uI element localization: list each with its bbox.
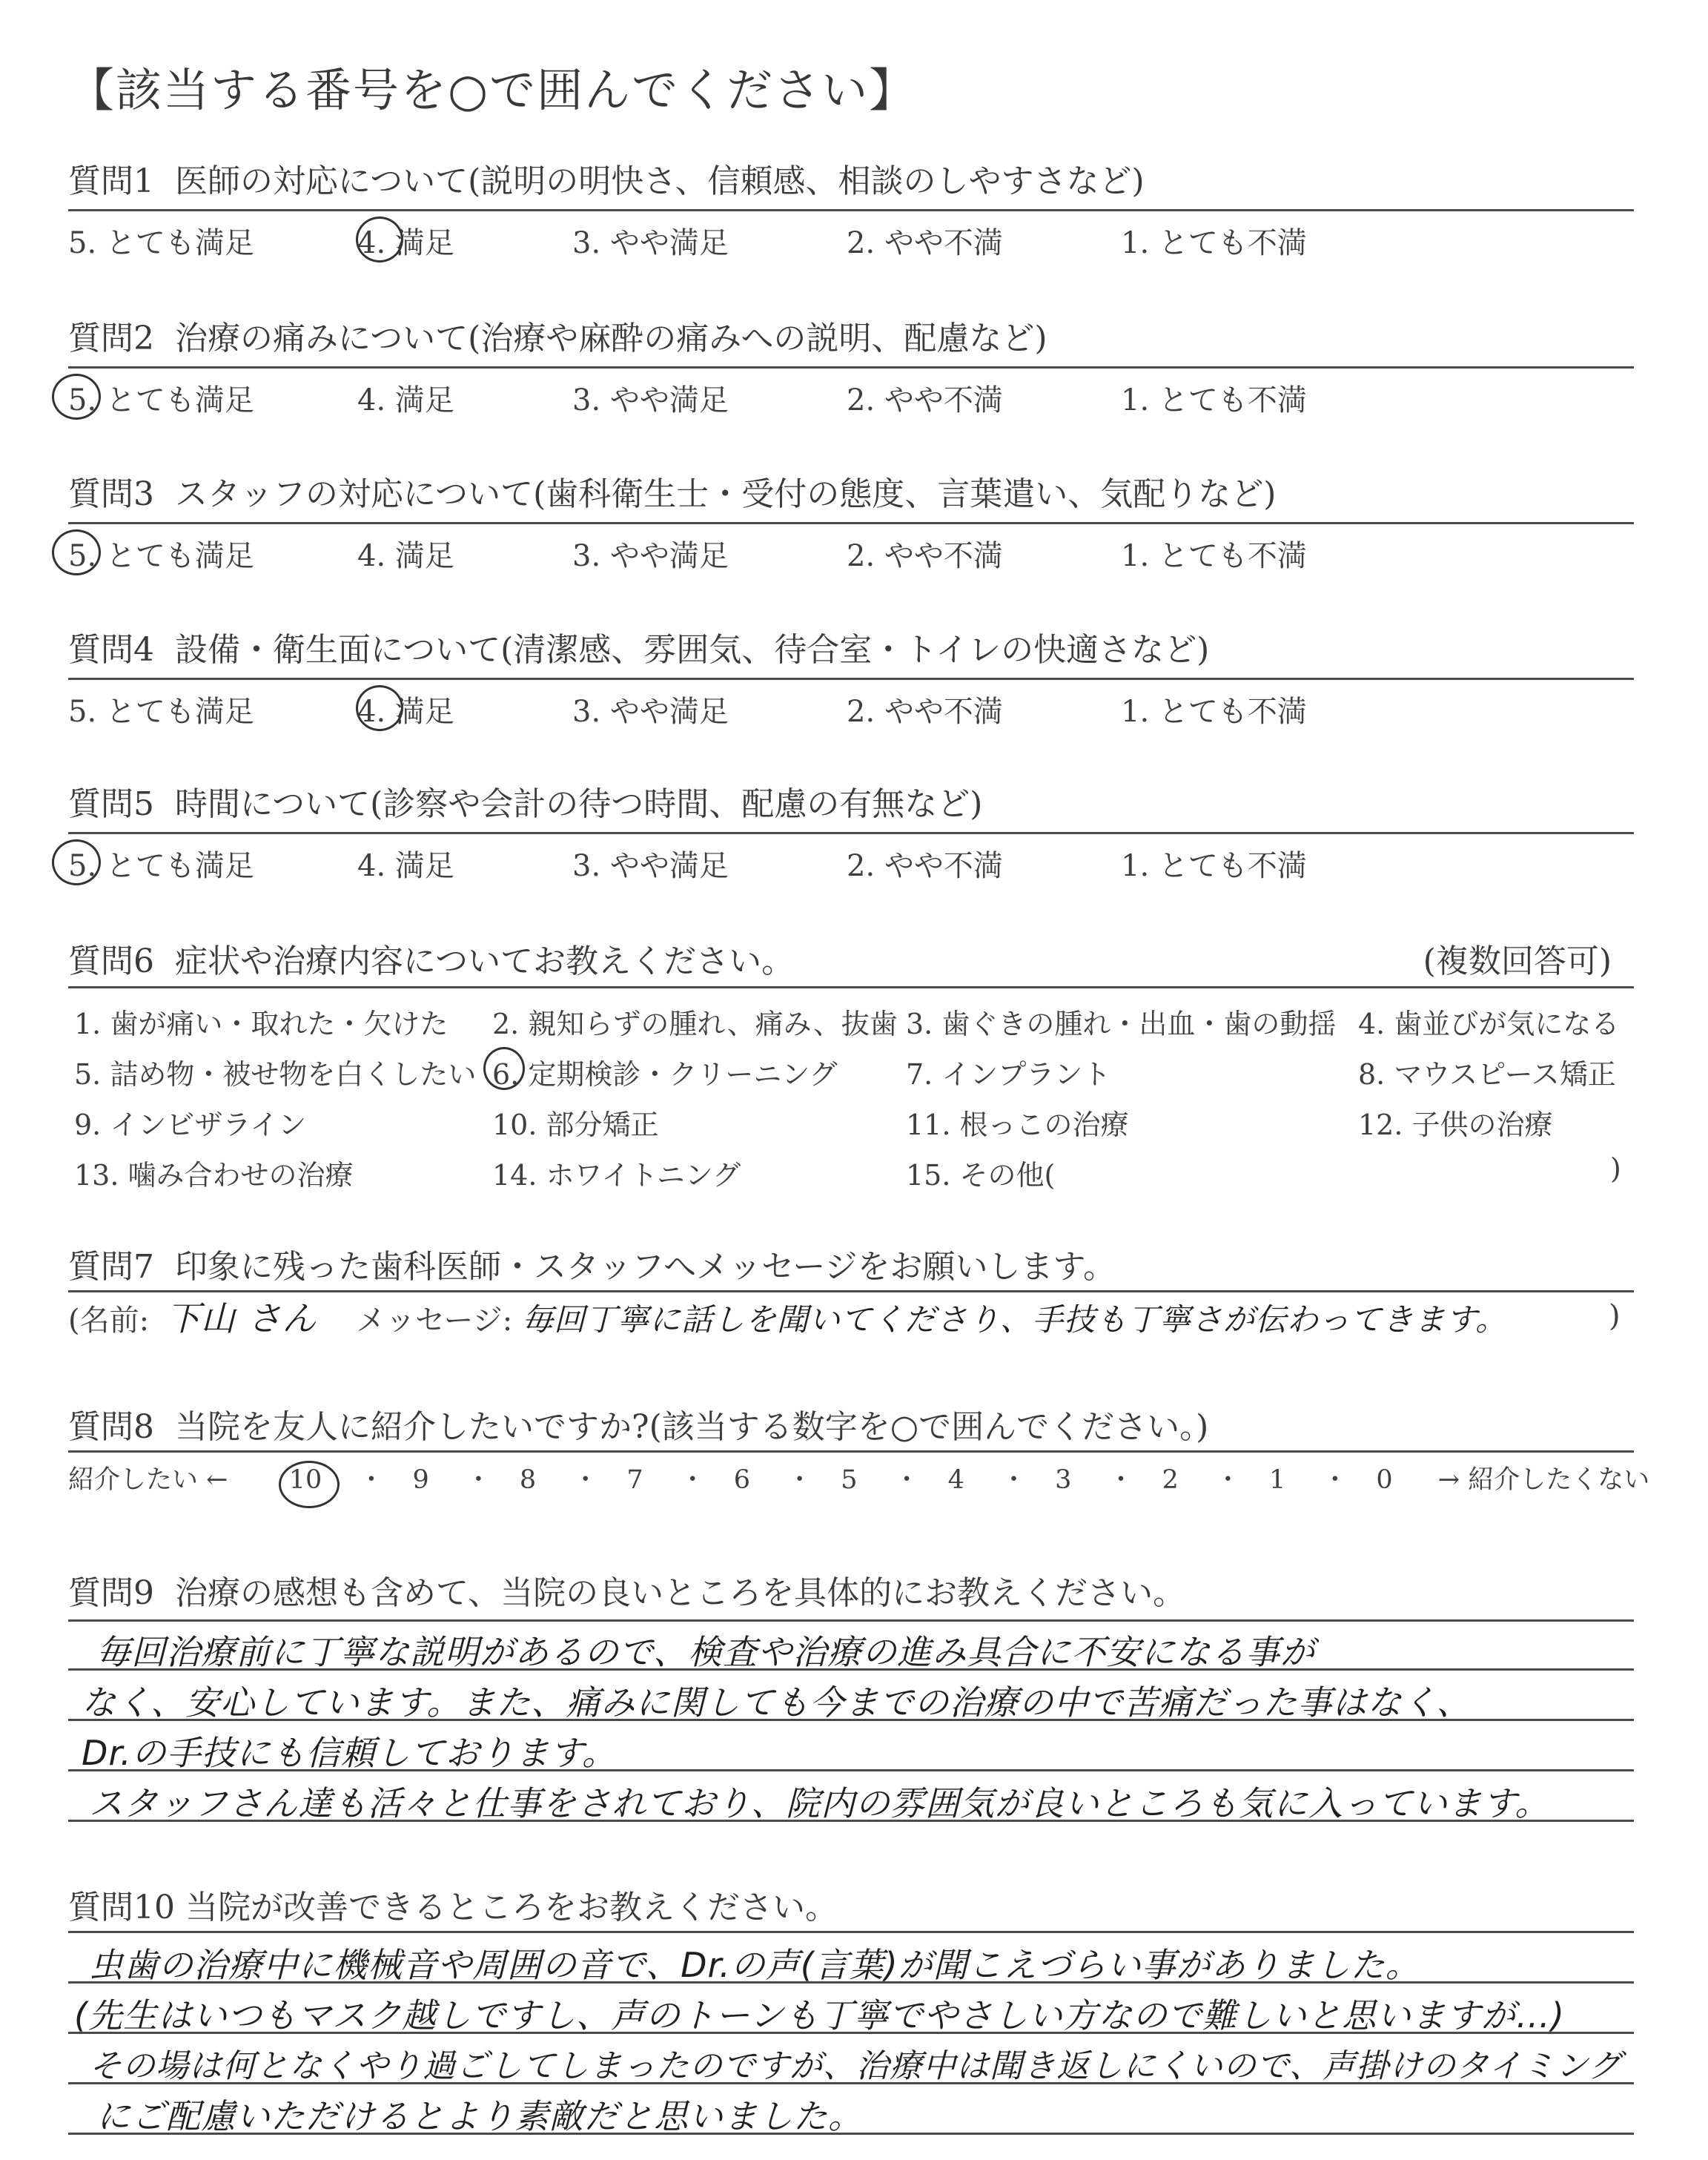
option-2[interactable]: 2. やや不満 xyxy=(847,226,1003,260)
name-label: (名前: xyxy=(68,1304,150,1338)
question-8-heading xyxy=(68,1400,1208,1447)
question-1-options xyxy=(68,219,1634,264)
scale-2[interactable]: 2 xyxy=(1162,1465,1179,1495)
question-7-heading xyxy=(68,1240,1116,1287)
q6-option-10[interactable]: 10. 部分矯正 xyxy=(492,1109,659,1141)
divider xyxy=(68,678,1634,680)
scale-6[interactable]: 6 xyxy=(733,1465,751,1495)
q6-option-3[interactable]: 3. 歯ぐきの腫れ・出血・歯の動揺 xyxy=(906,1008,1337,1040)
name-value[interactable]: 下山 さん xyxy=(165,1298,317,1338)
q7-message-line xyxy=(68,1292,1507,1341)
question-5-options xyxy=(68,842,1634,887)
question-number: 質問5 xyxy=(68,785,154,823)
option-3[interactable]: 3. やや満足 xyxy=(572,849,729,883)
question-text: 治療の感想も含めて、当院の良いところを具体的にお教えください。 xyxy=(175,1574,1186,1612)
option-5[interactable]: 5. とても満足 xyxy=(68,226,254,260)
option-2[interactable]: 2. やや不満 xyxy=(847,849,1003,883)
selection-circle xyxy=(483,1047,525,1090)
q6-option-1[interactable]: 1. 歯が痛い・取れた・欠けた xyxy=(74,1008,448,1040)
scale-4[interactable]: 4 xyxy=(947,1465,964,1495)
divider xyxy=(68,986,1634,988)
scale-3[interactable]: 3 xyxy=(1055,1465,1072,1495)
q10-answer-line-1[interactable]: 虫歯の治療中に機械音や周囲の音で、Dr.の声(言葉)が聞こえづらい事がありました。 xyxy=(89,1945,1420,1985)
selection-circle xyxy=(52,839,101,885)
question-text: 印象に残った歯科医師・スタッフへメッセージをお願いします。 xyxy=(175,1248,1116,1286)
question-number: 質問2 xyxy=(68,320,154,357)
scale-10[interactable]: 10 xyxy=(288,1465,322,1495)
option-3[interactable]: 3. やや満足 xyxy=(572,539,729,573)
scale-5[interactable]: 5 xyxy=(841,1465,858,1495)
recommend-right-label: → 紹介したくない xyxy=(1437,1465,1650,1495)
option-1[interactable]: 1. とても不満 xyxy=(1121,849,1307,883)
question-2-options xyxy=(68,377,1634,421)
divider xyxy=(68,1931,1634,1933)
q6-option-14[interactable]: 14. ホワイトニング xyxy=(492,1159,741,1192)
option-3[interactable]: 3. やや満足 xyxy=(572,695,729,729)
question-4-heading xyxy=(68,623,1209,670)
option-1[interactable]: 1. とても不満 xyxy=(1121,383,1307,417)
option-4[interactable]: 4. 満足 xyxy=(357,383,454,417)
question-text: 設備・衛生面について(清潔感、雰囲気、待合室・トイレの快適さなど) xyxy=(175,631,1210,669)
option-5[interactable]: 5. とても満足 xyxy=(68,849,254,883)
q6-option-4[interactable]: 4. 歯並びが気になる xyxy=(1358,1008,1620,1040)
question-10-heading xyxy=(68,1880,838,1928)
question-9-heading xyxy=(68,1566,1185,1614)
question-text: 時間について(診察や会計の待つ時間、配慮の有無など) xyxy=(175,785,983,823)
option-3[interactable]: 3. やや満足 xyxy=(572,383,729,417)
question-text: 症状や治療内容についてお教えください。 xyxy=(175,942,795,980)
divider xyxy=(68,522,1634,524)
question-number: 質問4 xyxy=(68,631,154,669)
question-5-heading xyxy=(68,777,982,825)
option-4[interactable]: 4. 満足 xyxy=(357,539,454,573)
message-value[interactable]: 毎回丁寧に話しを聞いてくださり、手技も丁寧さが伝わってきます。 xyxy=(521,1301,1508,1338)
q6-option-6[interactable]: 6. 定期検診・クリーニング xyxy=(492,1058,838,1091)
scale-0[interactable]: 0 xyxy=(1376,1465,1393,1495)
scale-8[interactable]: 8 xyxy=(519,1465,537,1495)
question-text: スタッフの対応について(歯科衛生士・受付の態度、言葉遣い、気配りなど) xyxy=(175,475,1277,513)
question-3-options xyxy=(68,532,1634,577)
scale-7[interactable]: 7 xyxy=(626,1465,643,1495)
recommend-left-label: 紹介したい ← xyxy=(68,1465,228,1495)
divider xyxy=(68,366,1634,369)
q6-option-9[interactable]: 9. インビザライン xyxy=(74,1109,307,1141)
option-1[interactable]: 1. とても不満 xyxy=(1121,695,1307,729)
q6-option-15[interactable]: 15. その他( xyxy=(906,1159,1056,1192)
question-4-options xyxy=(68,688,1634,733)
q6-option-12[interactable]: 12. 子供の治療 xyxy=(1358,1109,1553,1141)
q6-option-2[interactable]: 2. 親知らずの腫れ、痛み、抜歯 xyxy=(492,1008,898,1040)
q6-option-8[interactable]: 8. マウスピース矯正 xyxy=(1358,1058,1616,1091)
question-text: 当院が改善できるところをお教えください。 xyxy=(185,1889,838,1926)
multiple-answers-note: (複数回答可) xyxy=(1423,942,1612,980)
option-2[interactable]: 2. やや不満 xyxy=(847,539,1003,573)
scale-9[interactable]: 9 xyxy=(412,1465,429,1495)
q6-option-13[interactable]: 13. 噛み合わせの治療 xyxy=(74,1159,354,1192)
q6-other-close-paren: ) xyxy=(1610,1152,1621,1185)
option-3[interactable]: 3. やや満足 xyxy=(572,226,729,260)
q6-options-grid xyxy=(68,1001,1634,1209)
question-number: 質問6 xyxy=(68,942,154,980)
selection-circle xyxy=(356,685,403,731)
question-number: 質問10 xyxy=(68,1889,175,1926)
question-number: 質問9 xyxy=(68,1574,154,1612)
q9-answer-line-2[interactable]: なく、安心しています。また、痛みに関しても今までの治療の中で苦痛だった事はなく、 xyxy=(82,1682,1472,1723)
divider xyxy=(68,832,1634,834)
option-4[interactable]: 4. 満足 xyxy=(357,695,454,729)
question-number: 質問1 xyxy=(68,162,154,200)
q10-answer-line-4[interactable]: にご配慮いただけるとより素敵だと思いました。 xyxy=(96,2096,863,2136)
option-1[interactable]: 1. とても不満 xyxy=(1121,539,1307,573)
q9-answer-line-1[interactable]: 毎回治療前に丁寧な説明があるので、検査や治療の進み具合に不安になる事が xyxy=(96,1632,1316,1672)
q8-scale-row: 紹介したい ← 10 ・ 9 ・ 8 ・ 7 ・ 6 ・ 5 ・ 4 ・ 3 ・ 2 ・ 1 ・ 0 → 紹介したくない xyxy=(68,1459,1649,1496)
q6-option-7[interactable]: 7. インプラント xyxy=(906,1058,1111,1091)
page-title: 【該当する番号を○で囲んでください】 xyxy=(68,63,917,117)
selection-circle xyxy=(279,1461,340,1508)
scale-1[interactable]: 1 xyxy=(1268,1465,1286,1495)
q6-option-11[interactable]: 11. 根っこの治療 xyxy=(906,1109,1129,1141)
selection-circle xyxy=(52,529,101,575)
q9-answer-line-3[interactable]: Dr.の手技にも信頼しております。 xyxy=(82,1733,618,1773)
selection-circle xyxy=(52,374,101,420)
option-5[interactable]: 5. とても満足 xyxy=(68,695,254,729)
divider xyxy=(68,1619,1634,1622)
question-number: 質問3 xyxy=(68,475,154,513)
divider xyxy=(68,209,1634,211)
question-6-heading xyxy=(68,934,794,982)
question-text: 治療の痛みについて(治療や麻酔の痛みへの説明、配慮など) xyxy=(175,320,1047,357)
option-4[interactable]: 4. 満足 xyxy=(357,226,454,260)
question-text: 当院を友人に紹介したいですか?(該当する数字を○で囲んでください。) xyxy=(175,1408,1209,1446)
question-number: 質問7 xyxy=(68,1248,154,1286)
option-5[interactable]: 5. とても満足 xyxy=(68,383,254,417)
message-label: メッセージ: xyxy=(356,1304,513,1338)
question-1-heading xyxy=(68,154,1145,202)
question-2-heading xyxy=(68,311,1047,359)
question-3-heading xyxy=(68,467,1276,515)
option-1[interactable]: 1. とても不満 xyxy=(1121,226,1307,260)
option-4[interactable]: 4. 満足 xyxy=(357,849,454,883)
q10-answer-line-2[interactable]: (先生はいつもマスク越しですし、声のトーンも丁寧でやさしい方なので難しいと思いますが…) xyxy=(74,1995,1565,2035)
question-text: 医師の対応について(説明の明快さ、信頼感、相談のしやすさなど) xyxy=(175,162,1145,200)
option-2[interactable]: 2. やや不満 xyxy=(847,695,1003,729)
q9-answer-line-4[interactable]: スタッフさん達も活々と仕事をされており、院内の雰囲気が良いところも気に入っています。 xyxy=(89,1783,1550,1823)
option-5[interactable]: 5. とても満足 xyxy=(68,539,254,573)
q6-option-5[interactable]: 5. 詰め物・被せ物を白くしたい xyxy=(74,1058,477,1091)
question-number: 質問8 xyxy=(68,1408,154,1446)
q10-answer-line-3[interactable]: その場は何となくやり過ごしてしまったのですが、治療中は聞き返しにくいので、声掛けのタイミング xyxy=(89,2047,1622,2085)
selection-circle xyxy=(356,217,403,262)
divider xyxy=(68,1450,1634,1453)
option-2[interactable]: 2. やや不満 xyxy=(847,383,1003,417)
q7-close-paren: ) xyxy=(1609,1299,1621,1333)
